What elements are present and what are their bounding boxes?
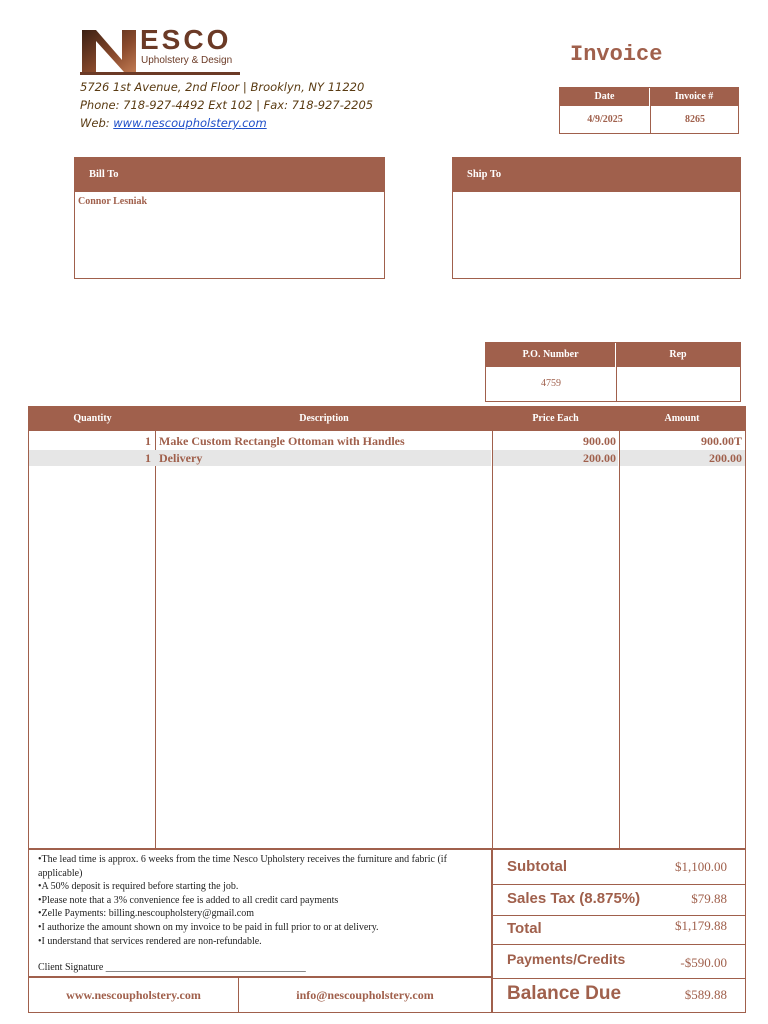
terms-notes [28, 849, 492, 977]
note-line: •Zelle Payments: billing.nescoupholstery@gmail.com [38, 908, 255, 920]
footer-email[interactable]: info@nescoupholstery.com [296, 988, 434, 1002]
sales-tax-value: $79.88 [691, 891, 727, 906]
logo-underline [80, 72, 240, 75]
client-signature-line[interactable]: Client Signature ________________________________________ [38, 962, 306, 974]
note-line: •The lead time is approx. 6 weeks from the time Nesco Upholstery receives the furniture and fabric (if applicable) [38, 854, 447, 879]
row-amount: 200.00 [709, 451, 742, 465]
company-address: 5726 1st Avenue, 2nd Floor | Brooklyn, NY 11220 [80, 80, 365, 94]
rep-header: Rep [616, 343, 740, 367]
totals-box [492, 849, 746, 1013]
subtotal-value: $1,100.00 [675, 859, 727, 874]
note-line: •I understand that services rendered are non-refundable. [38, 935, 262, 947]
payments-row [493, 944, 745, 979]
column-divider [492, 407, 493, 848]
note-line: •Please note that a 3% convenience fee is added to all credit card payments [38, 894, 339, 906]
po-number-header: P.O. Number [486, 343, 616, 367]
footer-website[interactable]: www.nescoupholstery.com [66, 988, 201, 1002]
row-quantity: 1 [145, 434, 151, 448]
bill-to-box [74, 157, 385, 279]
total-value: $1,179.88 [675, 918, 727, 933]
payments-label: Payments/Credits [507, 951, 626, 967]
date-header: Date [560, 88, 650, 106]
table-row [29, 450, 745, 466]
rep-value [617, 367, 741, 401]
note-line: •I authorize the amount shown on my invoice to be paid in full prior to or at delivery. [38, 921, 379, 933]
invoice-title: Invoice [570, 42, 663, 67]
website-link[interactable]: www.nescoupholstery.com [113, 116, 267, 130]
column-divider [155, 407, 156, 848]
quantity-header: Quantity [29, 407, 156, 431]
company-phone: Phone: 718-927-4492 Ext 102 | Fax: 718-927-2205 [80, 98, 374, 112]
logo-wordmark: ESCO [140, 24, 232, 55]
total-label: Total [507, 920, 542, 937]
sales-tax-row [493, 884, 745, 916]
row-quantity: 1 [145, 451, 151, 465]
logo-subtitle: Upholstery & Design [141, 55, 233, 66]
footer [28, 977, 492, 1013]
row-description: Delivery [159, 451, 203, 465]
sales-tax-label: Sales Tax (8.875%) [507, 890, 641, 907]
price-header: Price Each [492, 407, 619, 431]
table-row [29, 433, 745, 449]
invoice-number: 8265 [685, 114, 705, 125]
company-web [80, 116, 267, 130]
invoice-number-header: Invoice # [650, 88, 738, 106]
column-divider [619, 407, 620, 848]
description-header: Description [156, 407, 492, 431]
ship-to-box [452, 157, 741, 279]
invoice-meta-box [559, 87, 739, 134]
amount-header: Amount [619, 407, 745, 431]
payments-value: -$590.00 [680, 955, 727, 970]
ship-to-header: Ship To [453, 158, 740, 192]
line-items-table [28, 406, 746, 849]
row-price: 200.00 [583, 451, 616, 465]
subtotal-row [493, 850, 745, 885]
row-amount: 900.00T [700, 434, 742, 448]
po-number: 4759 [541, 378, 561, 389]
total-row [493, 915, 745, 945]
subtotal-label: Subtotal [507, 858, 567, 875]
invoice-date: 4/9/2025 [587, 114, 623, 125]
nesco-logo-n [80, 28, 138, 72]
bill-to-header: Bill To [75, 158, 384, 192]
row-description: Make Custom Rectangle Ottoman with Handles [159, 434, 405, 448]
balance-due-label: Balance Due [507, 983, 622, 1004]
bill-to-name: Connor Lesniak [78, 196, 148, 207]
row-price: 900.00 [583, 434, 616, 448]
note-line: •A 50% deposit is required before starting the job. [38, 881, 239, 893]
balance-due-row [493, 978, 745, 1012]
balance-due-value: $589.88 [684, 987, 727, 1002]
web-label: Web: [80, 116, 110, 130]
po-rep-box [485, 342, 741, 402]
